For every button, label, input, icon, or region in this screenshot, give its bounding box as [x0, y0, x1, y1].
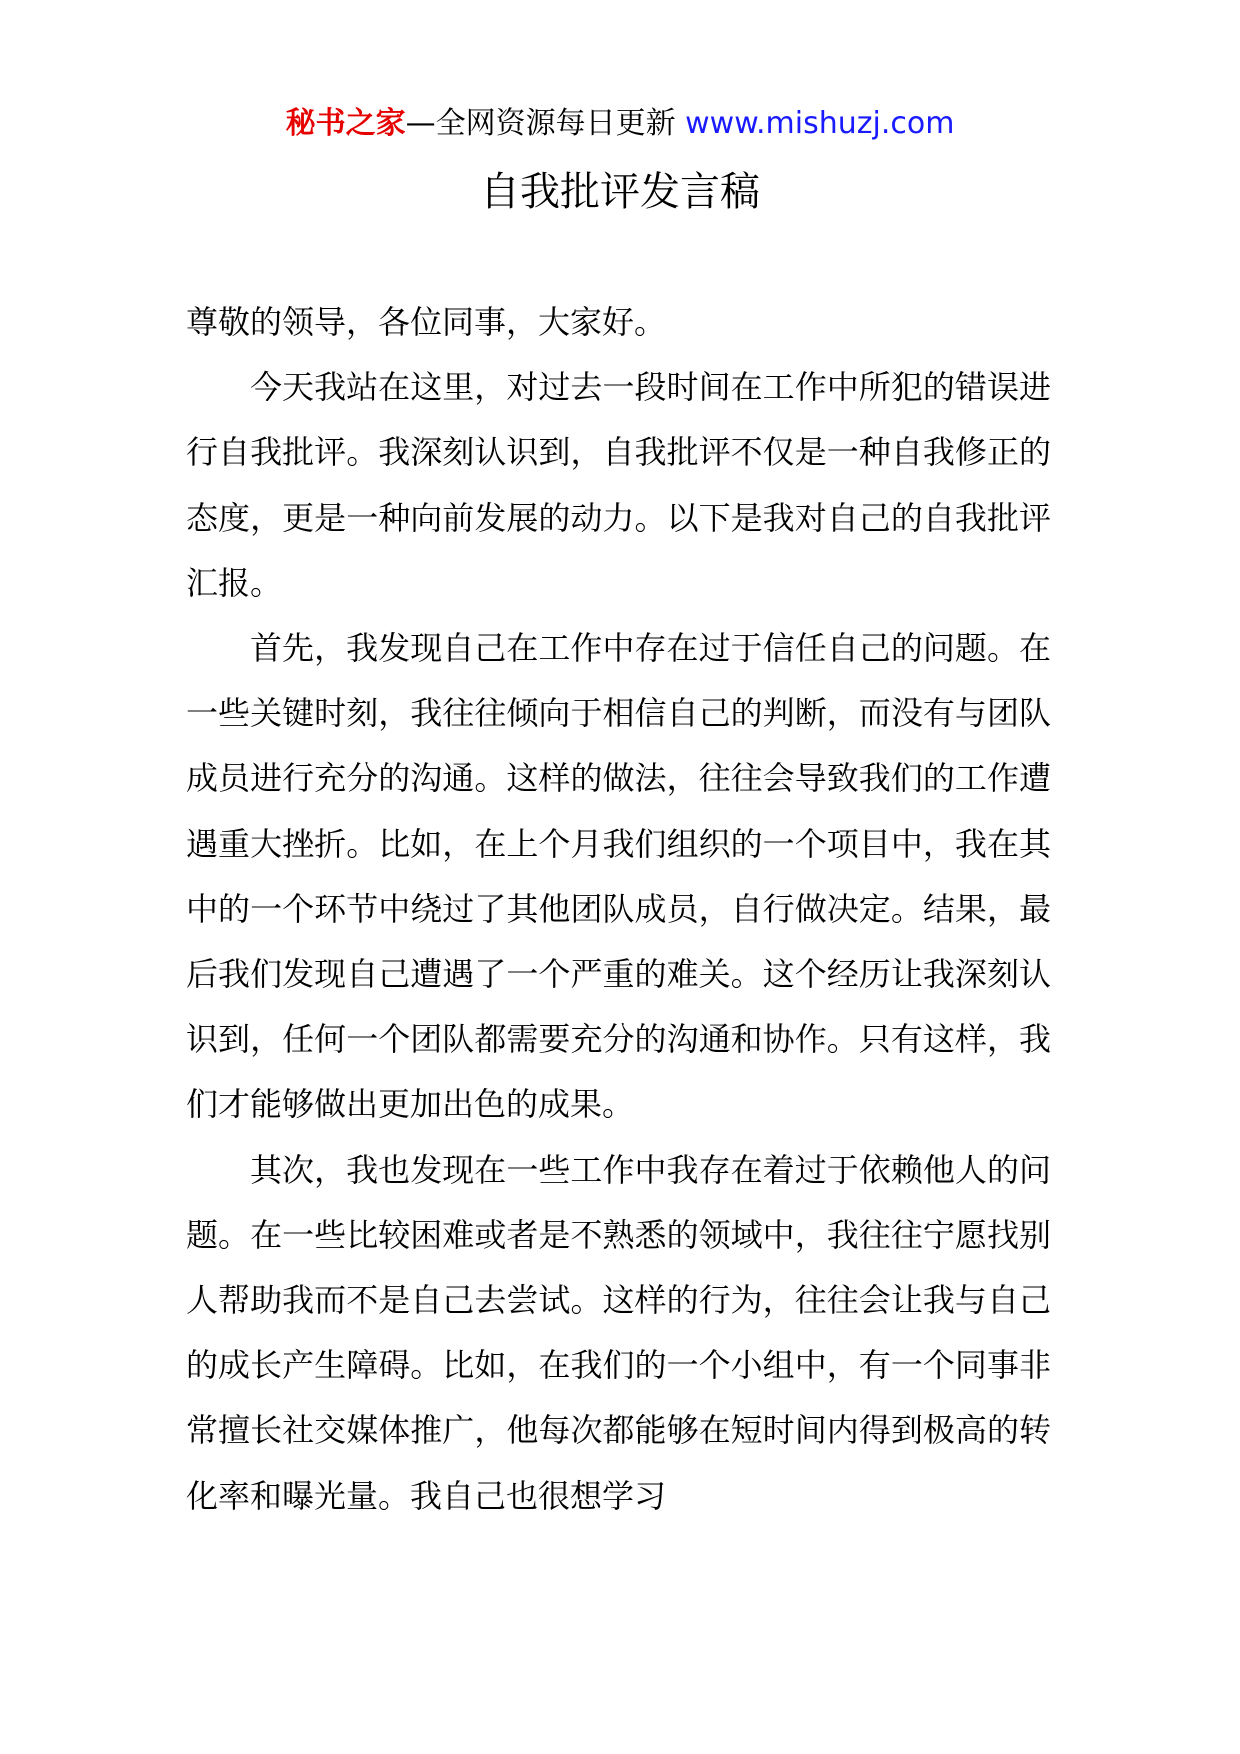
- site-brand: 秘书之家: [285, 106, 406, 141]
- site-slogan: —全网资源每日更新: [405, 106, 676, 141]
- site-banner: [0, 102, 1240, 146]
- document-title: 自我批评发言稿: [480, 169, 760, 215]
- paragraph-second-point: 其次，我也发现在一些工作中我存在着过于依赖他人的问题。在一些比较困难或者是不熟悉的领域中，我往往宁愿找别人帮助我而不是自己去尝试。这样的行为，往往会让我与自己的成长产生障碍。比如，在我们的一个小组中，有一个同事非常擅长社交媒体推广，他每次都能够在短时间内得到极高的转化率和曝光量。我自己也很想学习: [186, 1150, 1051, 1515]
- document-body: [186, 290, 1051, 1529]
- paragraph-first-point: 首先，我发现自己在工作中存在过于信任自己的问题。在一些关键时刻，我往往倾向于相信自己的判断，而没有与团队成员进行充分的沟通。这样的做法，往往会导致我们的工作遭遇重大挫折。比如，在上个月我们组织的一个项目中，我在其中的一个环节中绕过了其他团队成员，自行做决定。结果，最后我们发现自己遭遇了一个严重的难关。这个经历让我深刻认识到，任何一个团队都需要充分的沟通和协作。只有这样，我们才能够做出更加出色的成果。: [186, 629, 1051, 1124]
- greeting-line: 尊敬的领导，各位同事，大家好。: [186, 303, 667, 341]
- site-url-link[interactable]: www.mishuzj.com: [685, 106, 955, 141]
- paragraph-intro: 今天我站在这里，对过去一段时间在工作中所犯的错误进行自我批评。我深刻认识到，自我批评不仅是一种自我修正的态度，更是一种向前发展的动力。以下是我对自己的自我批评汇报。: [186, 368, 1051, 602]
